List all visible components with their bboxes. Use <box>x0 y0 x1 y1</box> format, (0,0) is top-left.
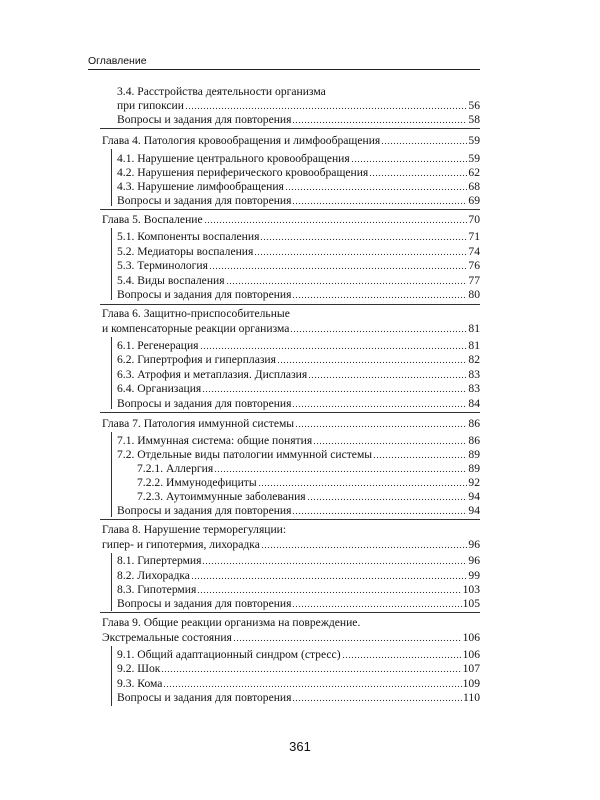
entry-title: 9.1. Общий адаптационный синдром (стресс) <box>117 648 341 661</box>
toc-entry[interactable] <box>117 690 480 705</box>
entry-title: Экстремальные состояния <box>102 631 232 644</box>
dot-leader <box>292 503 467 514</box>
entry-page: 68 <box>468 180 480 193</box>
dot-leader <box>285 179 468 190</box>
dot-leader <box>342 647 462 658</box>
entry-title: Глава 6. Защитно-приспособительные <box>102 307 290 320</box>
entry-page: 58 <box>468 113 480 126</box>
entry-page: 86 <box>468 434 480 447</box>
entry-title: и компенсаторные реакции организма <box>102 322 290 335</box>
toc-entry[interactable] <box>117 98 480 113</box>
entry-title: 3.4. Расстройства деятельности организма <box>117 85 326 98</box>
toc-entry[interactable] <box>117 338 480 353</box>
dot-leader <box>254 244 467 255</box>
toc-entry[interactable] <box>117 568 480 583</box>
entry-title: 8.3. Гипотермия <box>117 583 197 596</box>
entry-page: 81 <box>468 322 480 335</box>
entry-page: 99 <box>468 569 480 582</box>
dot-leader <box>202 381 467 392</box>
toc-entry[interactable] <box>117 676 480 691</box>
toc-chapter[interactable] <box>102 416 480 431</box>
entry-page: 86 <box>468 417 480 430</box>
dot-leader <box>369 165 467 176</box>
entry-page: 76 <box>468 259 480 272</box>
entry-page: 107 <box>462 662 480 675</box>
entry-page: 84 <box>468 397 480 410</box>
chapter-bar <box>111 432 112 517</box>
dot-leader <box>202 553 467 564</box>
dot-leader <box>260 229 467 240</box>
chapter-rule <box>100 209 480 210</box>
entry-title: 4.3. Нарушение лимфообращения <box>117 180 284 193</box>
dot-leader <box>292 596 461 607</box>
toc-entry[interactable] <box>117 433 480 448</box>
entry-title: 5.3. Терминология <box>117 259 208 272</box>
entry-page: 59 <box>468 134 480 147</box>
toc-entry[interactable] <box>117 112 480 127</box>
chapter-rule <box>100 519 480 520</box>
toc-entry[interactable] <box>117 381 480 396</box>
entry-page: 106 <box>462 648 480 661</box>
toc-entry[interactable] <box>117 352 480 367</box>
dot-leader <box>197 582 461 593</box>
entry-title: 9.2. Шок <box>117 662 161 675</box>
toc-subentry[interactable] <box>137 475 480 490</box>
entry-title: 5.4. Виды воспаления <box>117 274 225 287</box>
entry-title: Глава 9. Общие реакции организма на повреждение. <box>102 616 361 629</box>
entry-page: 92 <box>468 476 480 489</box>
entry-title: Глава 4. Патология кровообращения и лимфообращения <box>102 134 381 147</box>
dot-leader <box>258 475 468 486</box>
entry-page: 109 <box>462 677 480 690</box>
entry-page: 96 <box>468 538 480 551</box>
chapter-bar <box>111 553 112 611</box>
toc-entry[interactable] <box>117 258 480 273</box>
toc-entry[interactable] <box>117 151 480 166</box>
dot-leader <box>292 112 467 123</box>
toc-entry[interactable] <box>117 503 480 518</box>
dot-leader <box>261 537 468 548</box>
entry-title: 6.3. Атрофия и метаплазия. Дисплазия <box>117 368 308 381</box>
dot-leader <box>185 98 467 109</box>
entry-page: 62 <box>468 166 480 179</box>
entry-title: 4.2. Нарушения периферического кровообращения <box>117 166 369 179</box>
running-header: Оглавление <box>88 55 147 67</box>
toc-chapter[interactable] <box>102 615 480 630</box>
entry-title: 7.2.3. Аутоиммунные заболевания <box>137 490 306 503</box>
dot-leader <box>214 461 467 472</box>
dot-leader <box>373 447 467 458</box>
dot-leader <box>161 661 461 672</box>
dot-leader <box>351 151 468 162</box>
entry-title: Глава 5. Воспаление <box>102 213 203 226</box>
toc-entry[interactable] <box>117 582 480 597</box>
entry-page: 69 <box>468 194 480 207</box>
entry-page: 82 <box>468 353 480 366</box>
dot-leader <box>381 133 467 144</box>
dot-leader <box>233 630 462 641</box>
toc-entry[interactable] <box>117 273 480 288</box>
toc-entry[interactable] <box>117 596 480 611</box>
dot-leader <box>292 690 462 701</box>
entry-title: Глава 8. Нарушение терморегуляции: <box>102 523 287 536</box>
entry-page: 81 <box>468 339 480 352</box>
entry-title: 7.2.2. Иммунодефициты <box>137 476 257 489</box>
entry-title: 8.2. Лихорадка <box>117 569 190 582</box>
toc-chapter[interactable] <box>102 212 480 227</box>
chapter-bar <box>111 149 112 206</box>
toc-entry[interactable] <box>117 179 480 194</box>
entry-page: 77 <box>468 274 480 287</box>
dot-leader <box>226 273 468 284</box>
entry-page: 110 <box>463 691 480 704</box>
dot-leader <box>313 433 467 444</box>
dot-leader <box>204 212 468 223</box>
dot-leader <box>200 338 468 349</box>
entry-title: 4.1. Нарушение центрального кровообращения <box>117 152 350 165</box>
toc-entry[interactable] <box>117 244 480 259</box>
dot-leader <box>292 193 467 204</box>
entry-page: 94 <box>468 504 480 517</box>
chapter-rule <box>100 412 480 413</box>
entry-title: 5.1. Компоненты воспаления <box>117 230 260 243</box>
entry-title: Вопросы и задания для повторения <box>117 504 292 517</box>
dot-leader <box>292 287 467 298</box>
toc-entry[interactable] <box>117 647 480 662</box>
entry-page: 80 <box>468 288 480 301</box>
toc-entry[interactable] <box>117 553 480 568</box>
chapter-rule <box>100 304 480 305</box>
entry-title: 7.2.1. Аллергия <box>137 462 214 475</box>
chapter-bar <box>111 646 112 706</box>
toc-chapter[interactable] <box>102 306 480 321</box>
dot-leader <box>191 568 467 579</box>
toc-chapter[interactable] <box>102 321 480 336</box>
entry-title: Вопросы и задания для повторения <box>117 597 292 610</box>
entry-page: 71 <box>468 230 480 243</box>
entry-page: 103 <box>462 583 480 596</box>
page-number: 361 <box>289 739 311 754</box>
entry-page: 105 <box>462 597 480 610</box>
entry-title: 6.2. Гипертрофия и гиперплазия <box>117 353 276 366</box>
entry-page: 74 <box>468 245 480 258</box>
entry-title: Глава 7. Патология иммунной системы <box>102 417 295 430</box>
toc-entry[interactable] <box>117 396 480 411</box>
dot-leader <box>163 676 461 687</box>
entry-title: Вопросы и задания для повторения <box>117 691 292 704</box>
toc-entry[interactable] <box>117 287 480 302</box>
dot-leader <box>209 258 467 269</box>
entry-title: 7.1. Иммунная система: общие понятия <box>117 434 313 447</box>
chapter-bar <box>111 228 112 300</box>
toc-chapter[interactable] <box>102 133 480 148</box>
chapter-bar <box>111 337 112 409</box>
entry-title: 6.1. Регенерация <box>117 339 199 352</box>
dot-leader <box>277 352 467 363</box>
dot-leader <box>307 489 468 500</box>
entry-title: Вопросы и задания для повторения <box>117 113 292 126</box>
entry-page: 70 <box>468 213 480 226</box>
toc-entry[interactable] <box>117 447 480 462</box>
entry-title: 6.4. Организация <box>117 382 202 395</box>
toc-subentry[interactable] <box>137 489 480 504</box>
entry-title: Вопросы и задания для повторения <box>117 194 292 207</box>
entry-title: Вопросы и задания для повторения <box>117 397 292 410</box>
entry-page: 59 <box>468 152 480 165</box>
entry-page: 94 <box>468 490 480 503</box>
toc-chapter[interactable] <box>102 522 480 537</box>
toc-entry[interactable] <box>117 367 480 382</box>
entry-title: гипер- и гипотермия, лихорадка <box>102 538 260 551</box>
entry-title: 7.2. Отдельные виды патологии иммунной системы <box>117 448 373 461</box>
entry-title: 5.2. Медиаторы воспаления <box>117 245 254 258</box>
entry-page: 89 <box>468 448 480 461</box>
entry-title: Вопросы и задания для повторения <box>117 288 292 301</box>
chapter-rule <box>100 612 480 613</box>
entry-page: 56 <box>468 99 480 112</box>
dot-leader <box>290 321 467 332</box>
dot-leader <box>308 367 467 378</box>
toc-entry[interactable] <box>117 193 480 208</box>
entry-title: при гипоксии <box>117 99 184 112</box>
toc-entry[interactable] <box>117 84 480 99</box>
dot-leader <box>292 396 467 407</box>
entry-title: 8.1. Гипертермия <box>117 554 202 567</box>
toc-entry[interactable] <box>117 229 480 244</box>
chapter-rule <box>100 128 480 129</box>
toc-entry[interactable] <box>117 165 480 180</box>
toc-entry[interactable] <box>117 661 480 676</box>
entry-page: 96 <box>468 554 480 567</box>
entry-page: 83 <box>468 368 480 381</box>
entry-page: 89 <box>468 462 480 475</box>
entry-page: 83 <box>468 382 480 395</box>
entry-title: 9.3. Кома <box>117 677 163 690</box>
entry-page: 106 <box>462 631 480 644</box>
toc-subentry[interactable] <box>137 461 480 476</box>
dot-leader <box>295 416 467 427</box>
toc-chapter[interactable] <box>102 537 480 552</box>
toc-chapter[interactable] <box>102 630 480 645</box>
